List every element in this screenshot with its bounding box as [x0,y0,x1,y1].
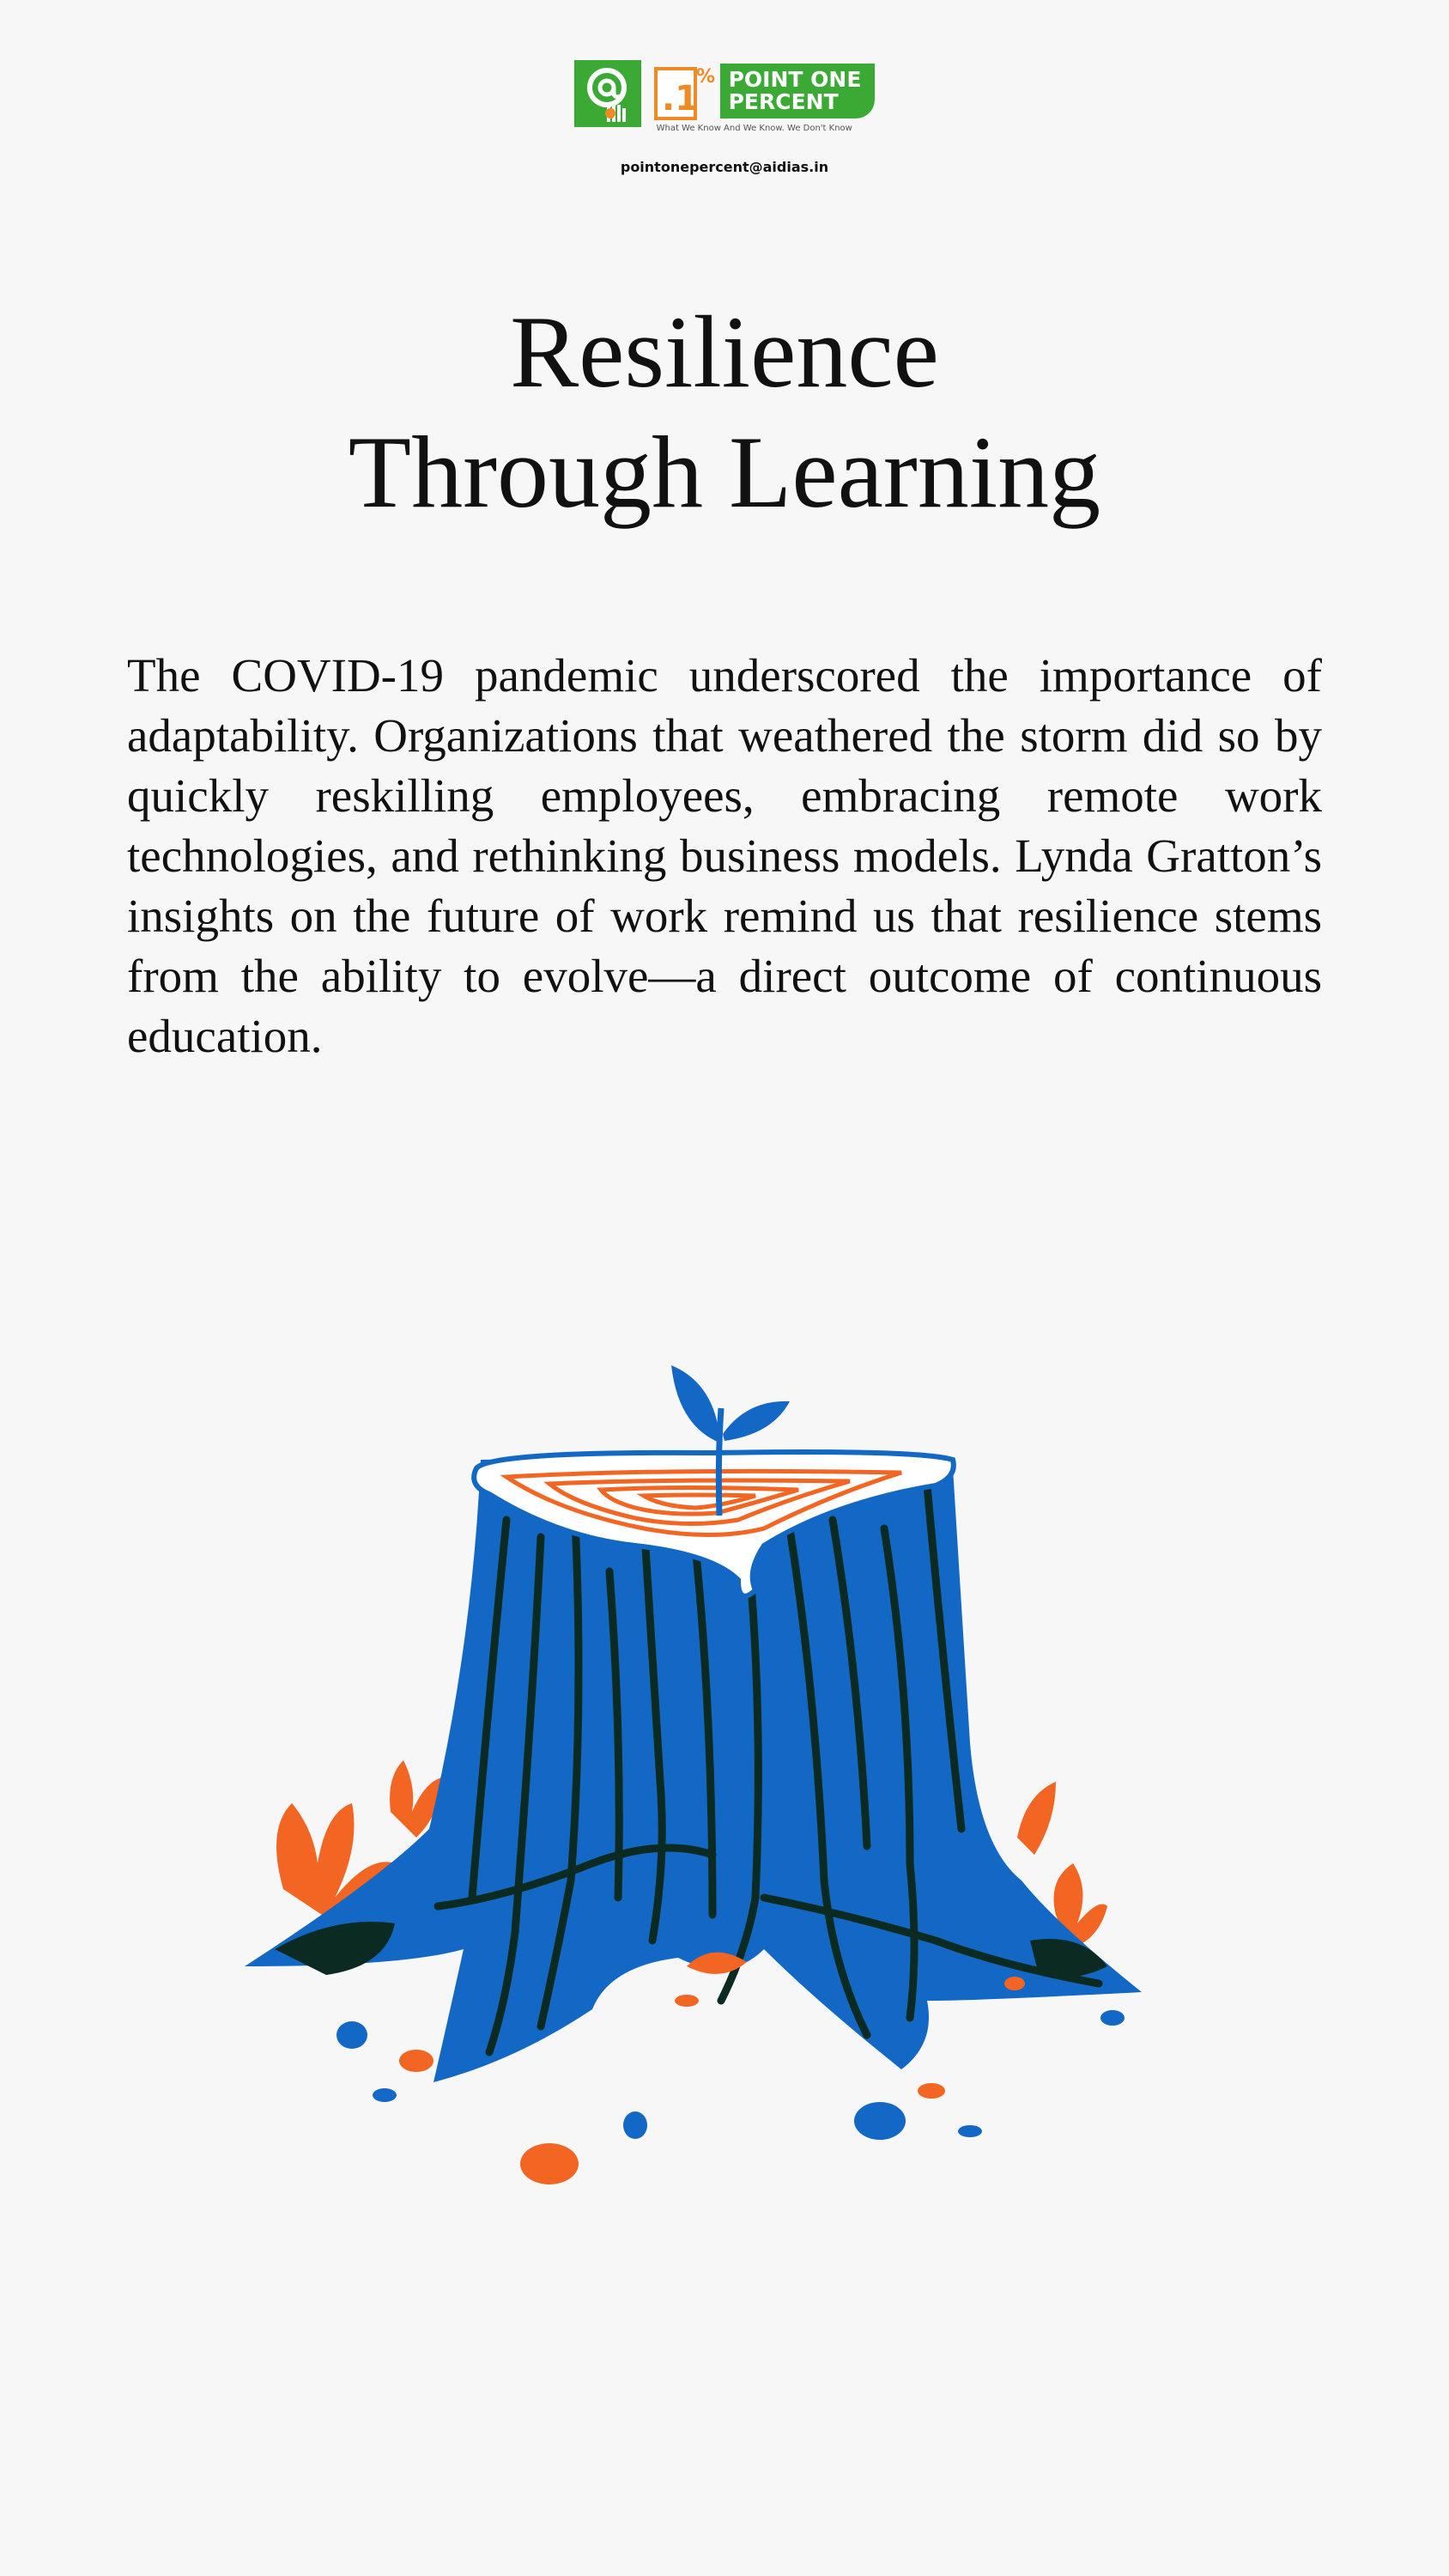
body-paragraph: The COVID-19 pandemic underscored the importance of adaptability. Organizations that weathered the storm did so by quickly reskilling employees, embracing remote work technologies, and rethinking business models. Lynda Gratton’s insights on the future of work remind us that resilience stems from the ability to evolve—a direct outcome of continuous education. [127,649,1322,1062]
title-line1: Resilience [510,295,939,409]
brand-name [720,64,876,118]
brand-mark [653,60,876,133]
logo[interactable] [574,60,876,133]
at-hand-icon [574,60,641,127]
tree-stump-sprout-icon [232,1348,1150,2198]
contact-email[interactable]: pointonepercent@aidias.in [620,159,829,175]
brand-tagline: What We Know And We Know. We Don't Know [656,124,852,133]
svg-text:%: % [695,66,715,88]
svg-text:.1: .1 [661,79,699,118]
brand-name-line1: POINT ONE [728,67,862,92]
header [0,60,1449,175]
page-title [0,292,1449,532]
percent-icon [653,60,715,122]
title-line2: Through Learning [348,415,1101,529]
brand-name-line2: PERCENT [728,89,839,114]
